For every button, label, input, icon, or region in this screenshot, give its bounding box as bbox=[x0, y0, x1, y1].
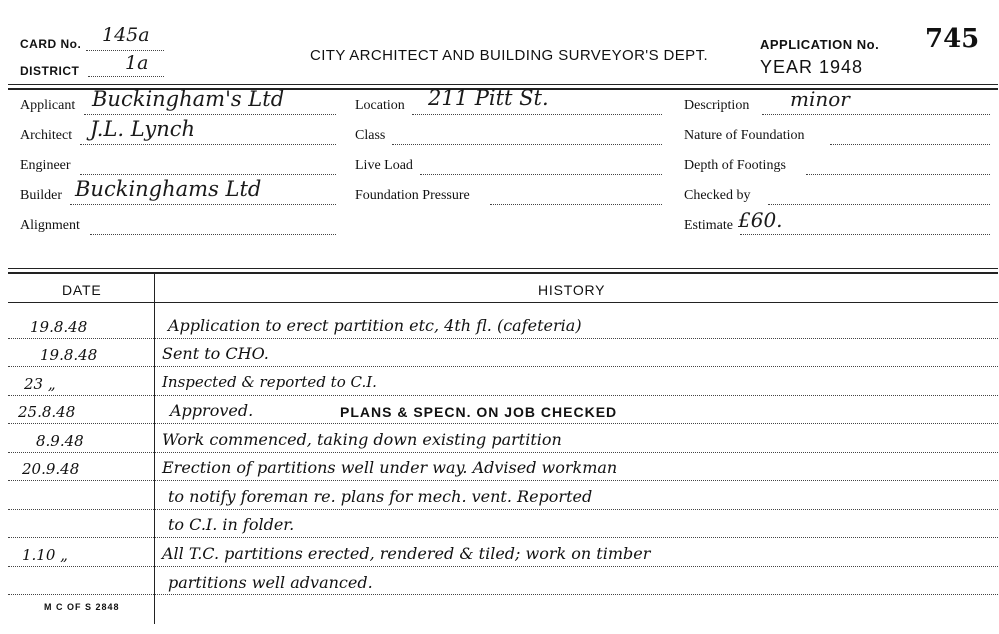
date-column-header: DATE bbox=[62, 282, 102, 298]
history-row-6-text: Erection of partitions well under way. Advised workman bbox=[162, 458, 618, 477]
nature-of-foundation-label: Nature of Foundation bbox=[684, 128, 805, 143]
form-code: M C OF S 2848 bbox=[44, 602, 120, 612]
history-column-header: HISTORY bbox=[538, 282, 606, 298]
builder-value: Buckinghams Ltd bbox=[75, 177, 262, 201]
history-row-2-text: Sent to CHO. bbox=[162, 344, 269, 363]
history-row-3-text: Inspected & reported to C.I. bbox=[162, 373, 377, 391]
depth-of-footings-label: Depth of Footings bbox=[684, 158, 786, 173]
card-number-label: CARD No. bbox=[20, 37, 82, 51]
application-number-value: 745 bbox=[925, 24, 980, 54]
district-label: DISTRICT bbox=[20, 64, 80, 78]
estimate-value: £60. bbox=[738, 208, 783, 232]
history-row-8-text: to C.I. in folder. bbox=[168, 515, 295, 534]
architect-label: Architect bbox=[20, 128, 73, 143]
history-row-7-text: to notify foreman re. plans for mech. vent. Reported bbox=[168, 487, 593, 506]
architect-value: J.L. Lynch bbox=[90, 117, 196, 141]
history-row-2-date: 19.8.48 bbox=[40, 346, 98, 364]
history-row-6-date: 20.9.48 bbox=[22, 460, 80, 478]
alignment-label: Alignment bbox=[20, 218, 80, 233]
foundation-pressure-label: Foundation Pressure bbox=[355, 188, 470, 203]
applicant-value: Buckingham's Ltd bbox=[92, 87, 285, 111]
history-row-9-text: All T.C. partitions erected, rendered & tiled; work on timber bbox=[162, 544, 651, 563]
history-row-4-date: 25.8.48 bbox=[18, 403, 76, 421]
history-row-5-date: 8.9.48 bbox=[36, 432, 84, 450]
checked-by-label: Checked by bbox=[684, 188, 751, 203]
history-row-5-text: Work commenced, taking down existing partition bbox=[162, 430, 562, 449]
description-value: minor bbox=[790, 87, 850, 111]
builder-label: Builder bbox=[20, 188, 62, 203]
engineer-label: Engineer bbox=[20, 158, 71, 173]
department-title: CITY ARCHITECT AND BUILDING SURVEYOR'S DEPT. bbox=[310, 47, 709, 64]
history-row-10-text: partitions well advanced. bbox=[168, 573, 373, 592]
class-label: Class bbox=[355, 128, 386, 143]
history-row-1-text: Application to erect partition etc, 4th fl. (cafeteria) bbox=[168, 316, 582, 335]
applicant-label: Applicant bbox=[20, 98, 76, 113]
history-row-1-date: 19.8.48 bbox=[30, 318, 88, 336]
history-row-9-date: 1.10 „ bbox=[22, 546, 68, 564]
location-label: Location bbox=[355, 98, 405, 113]
history-row-4-text: Approved. bbox=[170, 401, 254, 420]
application-year: YEAR 1948 bbox=[760, 57, 864, 77]
plans-checked-stamp: PLANS & SPECN. ON JOB CHECKED bbox=[340, 404, 618, 420]
card-number-value: 145a bbox=[102, 24, 150, 46]
live-load-label: Live Load bbox=[355, 158, 413, 173]
estimate-label: Estimate bbox=[684, 218, 733, 233]
application-number-label: APPLICATION No. bbox=[760, 37, 880, 52]
location-value: 211 Pitt St. bbox=[428, 86, 549, 110]
district-value: 1a bbox=[125, 52, 149, 74]
description-label: Description bbox=[684, 98, 750, 113]
history-row-3-date: 23 „ bbox=[24, 375, 56, 393]
